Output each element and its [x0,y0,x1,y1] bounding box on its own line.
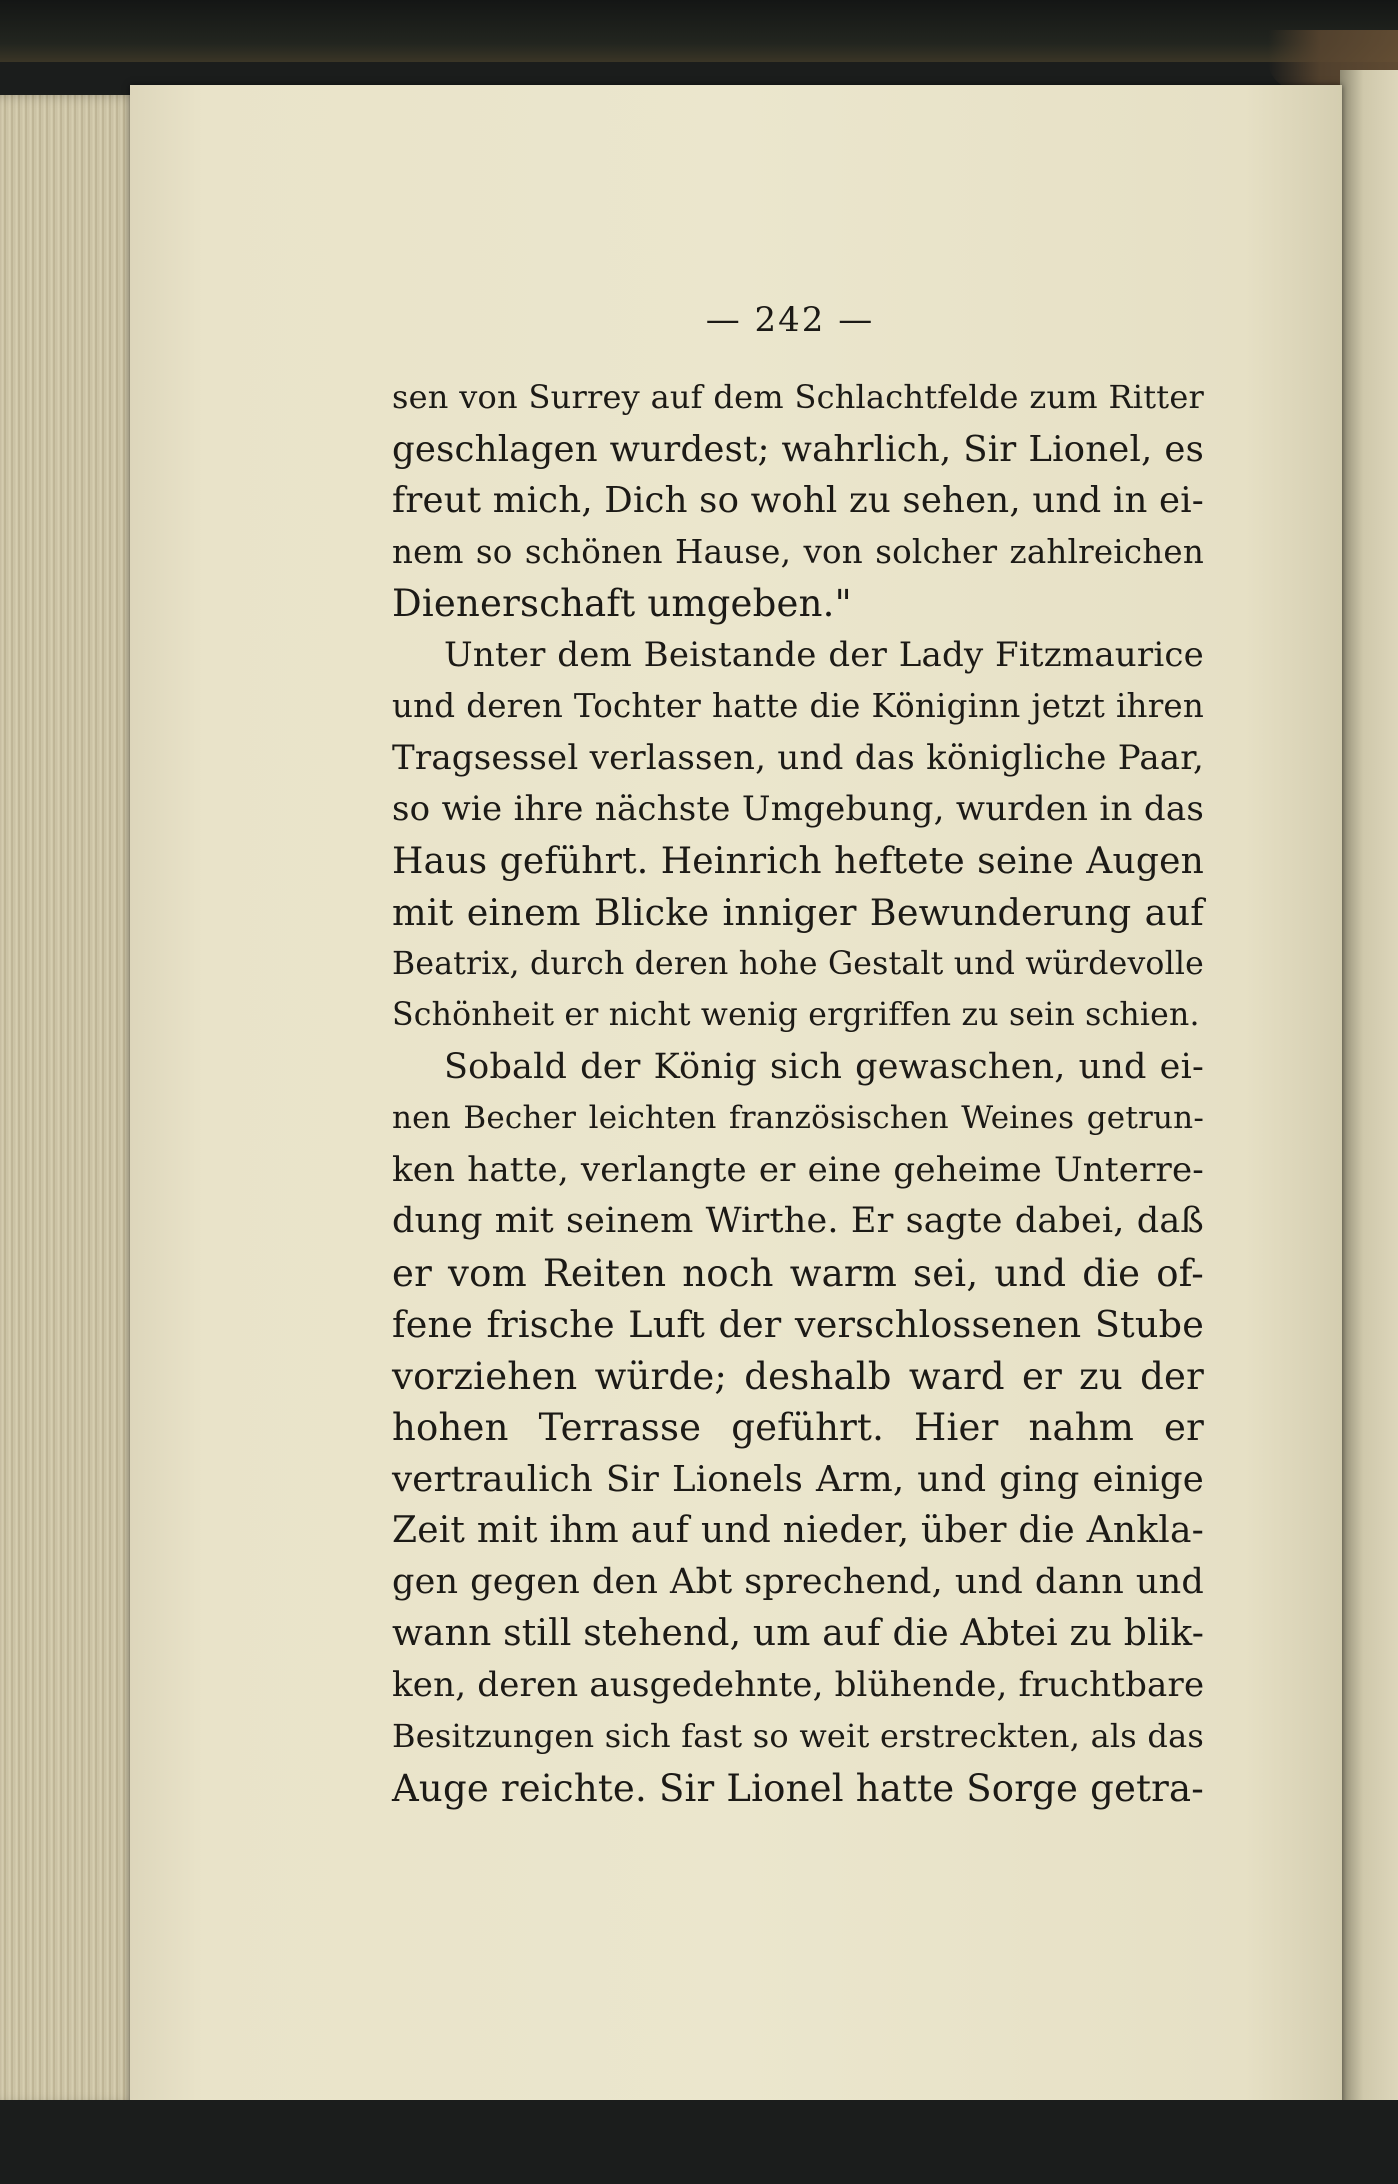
text-line: vorziehen würde; deshalb ward er zu der [392,1354,1204,1398]
text-line: gen gegen den Abt sprechend, und dann und [392,1561,1204,1602]
text-line: ken hatte, verlangte er eine geheime Unterre- [392,1149,1204,1190]
text-line: Dienerschaft umgeben." [392,582,852,625]
text-line: freut mich, Dich so wohl zu sehen, und in ei- [392,480,1204,521]
text-line: Haus geführt. Heinrich heftete seine Augen [392,840,1204,882]
text-line: Tragsessel verlassen, und das königliche Paar, [392,737,1204,778]
text-line: Besitzungen sich fast so weit erstreckten, als das [392,1717,1204,1755]
text-line: nem so schönen Hause, von solcher zahlreichen [392,532,1204,571]
text-line: Unter dem Beistande der Lady Fitzmaurice [444,634,1204,675]
text-line: fene frische Luft der verschlossenen Stube [392,1303,1204,1346]
text-line: wann still stehend, um auf die Abtei zu blik- [392,1613,1205,1654]
book-cover-bottom [0,2100,1398,2184]
text-line: vertraulich Sir Lionels Arm, und ging einige [392,1458,1204,1500]
page-body-text [392,372,1204,1814]
page-stack-edge [0,95,140,2105]
text-line: und deren Tochter hatte die Königinn jetzt ihren [392,687,1204,725]
text-line: sen von Surrey auf dem Schlachtfelde zum Ritter [392,378,1204,416]
text-line: geschlagen wurdest; wahrlich, Sir Lionel, es [392,428,1204,470]
text-line: hohen Terrasse geführt. Hier nahm er [392,1406,1204,1449]
text-line: Zeit mit ihm auf und nieder, über die Ankla- [392,1510,1204,1551]
text-line: er vom Reiten noch warm sei, und die of- [392,1251,1204,1295]
text-line: dung mit seinem Wirthe. Er sagte dabei, daß [392,1201,1204,1241]
text-line: mit einem Blicke inniger Bewunderung auf [392,891,1204,934]
page-number: — 242 — [705,300,875,340]
text-line: nen Becher leichten französischen Weines getrun- [392,1100,1204,1136]
text-line: ken, deren ausgedehnte, blühende, fruchtbare [392,1664,1205,1705]
text-line: so wie ihre nächste Umgebung, wurden in das [392,789,1204,829]
facing-page-edge [1340,70,1398,2110]
text-line: Schönheit er nicht wenig ergriffen zu sein schien. [392,997,1200,1033]
book-cover-top [0,0,1398,62]
text-line: Beatrix, durch deren hohe Gestalt und würdevolle [392,945,1204,982]
text-line: Auge reichte. Sir Lionel hatte Sorge getra- [392,1766,1205,1810]
text-line: Sobald der König sich gewaschen, und ei- [444,1046,1204,1087]
